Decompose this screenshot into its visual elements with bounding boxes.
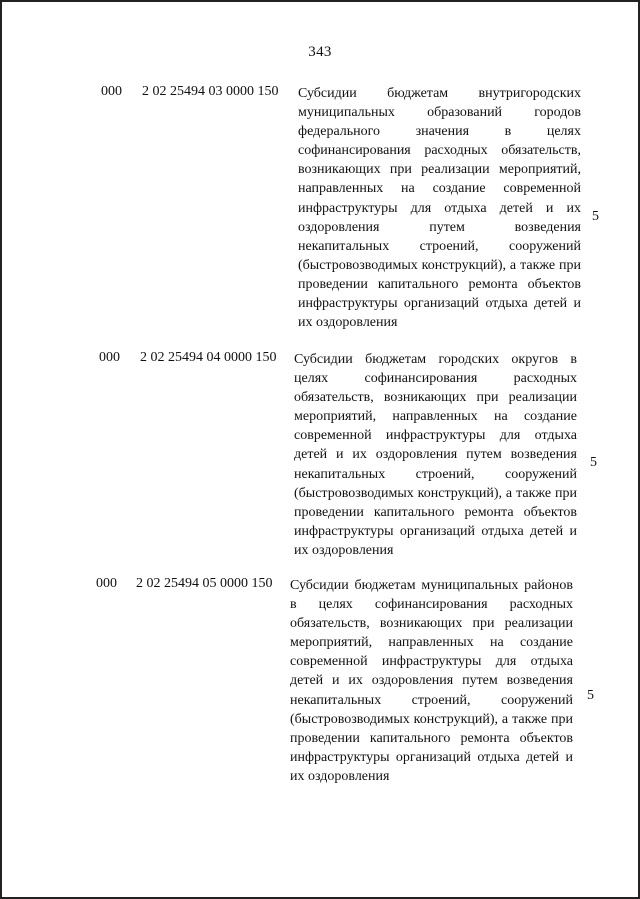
- income-description: Субсидии бюджетам городских округов в целях софинансирования расходных обязательств, возникающих при реализации мероприятий, направленных на создание современной инфраструктуры для отдыха детей и их оздоровления путем возведения некапитальных строений, сооружений (быстровозводимых конструкций), а также при проведении капитального ремонта объектов инфраструктуры организаций отдыха детей и их оздоровления: [294, 352, 577, 558]
- budget-classification-code: 2 02 25494 05 0000 150: [136, 576, 273, 591]
- admin-code: 000: [99, 350, 120, 365]
- budget-classification-code: 2 02 25494 03 0000 150: [142, 84, 279, 99]
- amount-value: 5: [587, 688, 594, 703]
- income-description: Субсидии бюджетам муниципальных районов в целях софинансирования расходных обязательств, возникающих при реализации мероприятий, направленных на создание современной инфраструктуры для отдыха детей и их оздоровления путем возведения некапитальных строений, сооружений (быстровозводимых конструкций), а также при проведении капитального ремонта объектов инфраструктуры организаций отдыха детей и их оздоровления: [290, 578, 573, 784]
- admin-code: 000: [96, 576, 117, 591]
- admin-code: 000: [101, 84, 122, 99]
- amount-value: 5: [592, 209, 599, 224]
- income-description: Субсидии бюджетам внутригородских муниципальных образований городов федерального значения в целях софинансирования расходных обязательств, возникающих при реализации мероприятий, направленных на создание современной инфраструктуры для отдыха детей и их оздоровления путем возведения некапитальных строений, сооружений (быстровозводимых конструкций), а также при проведении капитального ремонта объектов инфраструктуры организаций отдыха детей и их оздоровления: [298, 86, 581, 331]
- scan-border-top: [0, 0, 640, 2]
- amount-value: 5: [590, 455, 597, 470]
- scan-border-left: [0, 0, 2, 899]
- budget-classification-code: 2 02 25494 04 0000 150: [140, 350, 277, 365]
- page-number: 343: [308, 44, 332, 60]
